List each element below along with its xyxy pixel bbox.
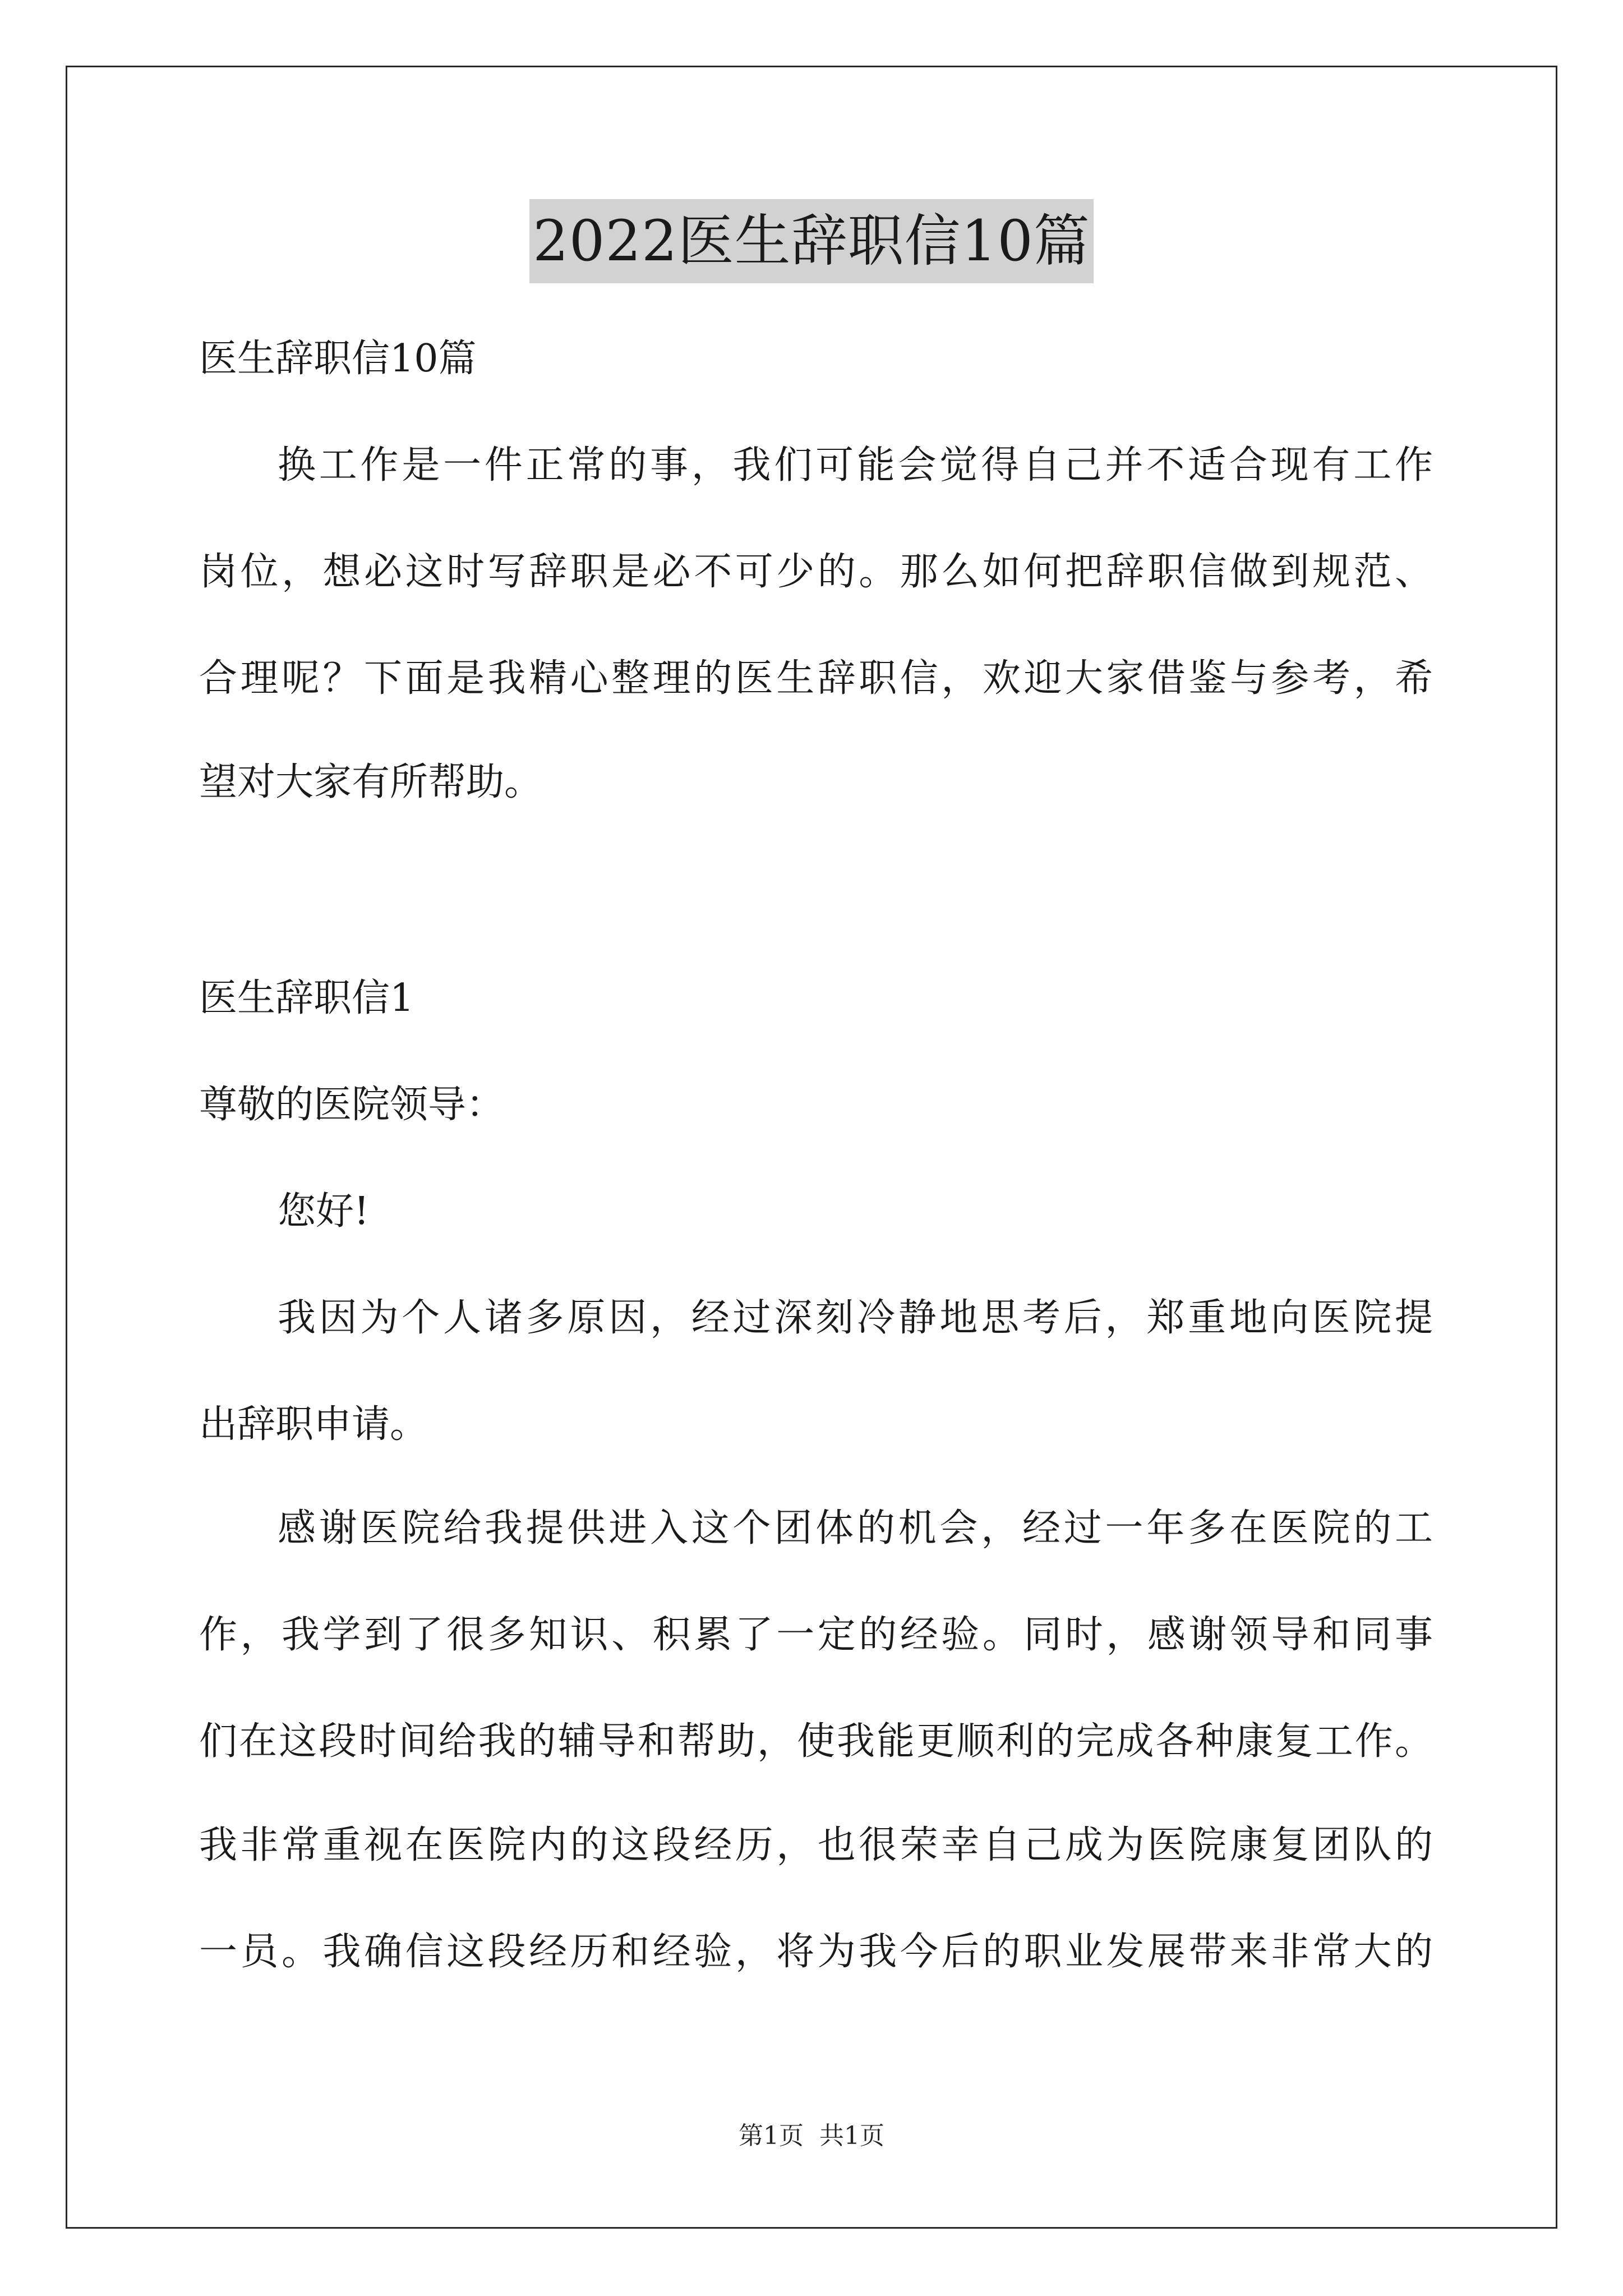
- document-title: 2022医生辞职信10篇: [529, 199, 1094, 283]
- paragraph-line: 出辞职申请。: [199, 1402, 428, 1447]
- intro-line: 望对大家有所帮助。: [199, 760, 543, 804]
- page-total: 共1页: [819, 2122, 884, 2150]
- paragraph-line: 感谢医院给我提供进入这个团体的机会，经过一年多在医院的工: [278, 1506, 1433, 1550]
- salutation: 尊敬的医院领导：: [199, 1083, 505, 1127]
- paragraph-line: 一员。我确信这段经历和经验，将为我今后的职业发展带来非常大的: [199, 1930, 1433, 1974]
- title-container: [0, 199, 1623, 283]
- page-footer: [0, 2119, 1623, 2153]
- paragraph-line: 我因为个人诸多原因，经过深刻冷静地思考后，郑重地向医院提: [278, 1296, 1433, 1340]
- greeting: 您好!: [278, 1189, 370, 1234]
- page-number: 第1页: [739, 2122, 804, 2150]
- document-subtitle: 医生辞职信10篇: [199, 337, 477, 381]
- paragraph-line: 们在这段时间给我的辅导和帮助，使我能更顺利的完成各种康复工作。: [199, 1719, 1433, 1764]
- section-heading: 医生辞职信1: [199, 976, 414, 1020]
- paragraph-line: 作，我学到了很多知识、积累了一定的经验。同时，感谢领导和同事: [199, 1613, 1433, 1657]
- intro-line: 岗位，想必这时写辞职是必不可少的。那么如何把辞职信做到规范、: [199, 550, 1433, 594]
- page-border: [66, 66, 1557, 2229]
- intro-line: 合理呢？下面是我精心整理的医生辞职信，欢迎大家借鉴与参考，希: [199, 656, 1433, 701]
- paragraph-line: 我非常重视在医院内的这段经历，也很荣幸自己成为医院康复团队的: [199, 1823, 1433, 1867]
- intro-line: 换工作是一件正常的事，我们可能会觉得自己并不适合现有工作: [278, 443, 1433, 487]
